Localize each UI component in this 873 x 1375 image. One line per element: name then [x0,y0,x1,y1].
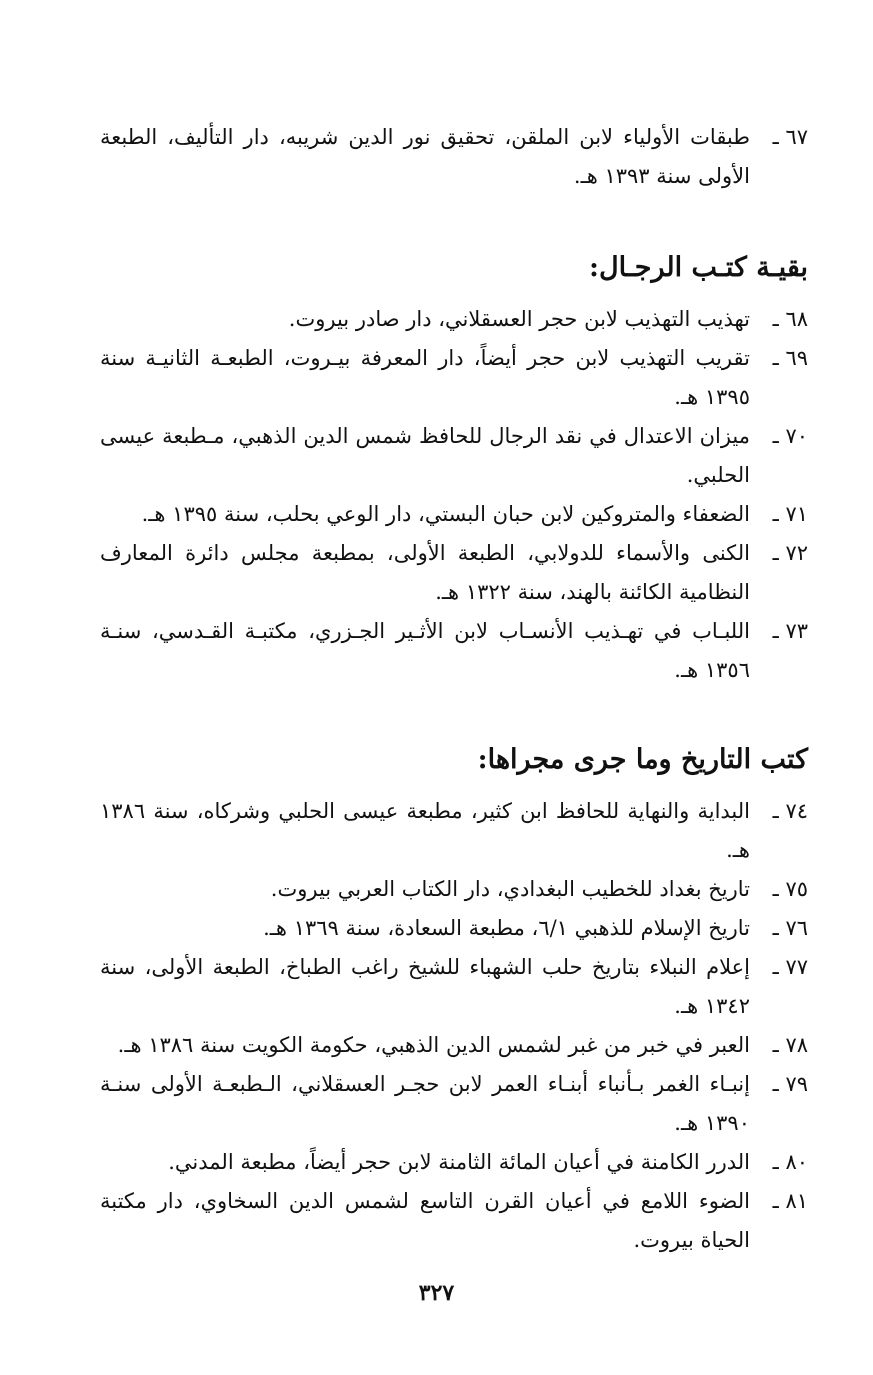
entry-number: ٧٠ ـ [772,424,808,448]
entry-number: ٧٣ ـ [772,619,808,643]
entry-text: الدرر الكامنة في أعيان المائة الثامنة لابن حجر أيضاً، مطبعة المدني. [168,1150,750,1174]
bib-entry-68 [100,300,808,339]
bib-entry-81 [100,1182,808,1260]
bib-entry-78 [100,1026,808,1065]
entry-number: ٧٩ ـ [772,1072,808,1096]
entry-text: تاريخ الإسلام للذهبي ٦/١، مطبعة السعادة، سنة ١٣٦٩ هـ. [263,916,750,940]
entry-number: ٧٨ ـ [772,1033,808,1057]
entry-number: ٧٢ ـ [772,541,808,565]
entry-text: طبقات الأولياء لابن الملقن، تحقيق نور الدين شريبه، دار التأليف، الطبعة الأولى سنة ١٣٩٣ هـ. [100,125,750,188]
entry-text: البداية والنهاية للحافظ ابن كثير، مطبعة عيسى الحلبي وشركاه، سنة ١٣٨٦ هـ. [100,799,750,862]
entry-text: تقريب التهذيب لابن حجر أيضاً، دار المعرفة بيـروت، الطبعـة الثانيـة سنة ١٣٩٥ هـ. [100,346,750,409]
entry-number: ٧٤ ـ [772,799,808,823]
entry-text: الضوء اللامع في أعيان القرن التاسع لشمس الدين السخاوي، دار مكتبة الحياة بيروت. [100,1189,750,1252]
entry-number: ٧١ ـ [772,502,808,526]
bib-entry-67 [100,118,808,196]
bib-entry-70 [100,417,808,495]
page-body [100,118,808,1260]
bib-entry-76 [100,909,808,948]
bib-entry-69 [100,339,808,417]
entry-number: ٨١ ـ [772,1189,808,1213]
bib-entry-75 [100,870,808,909]
section-heading-history: كتب التاريخ وما جرى مجراها: [477,744,808,775]
section-heading-rijal: بقيـة كتـب الرجـال: [589,252,808,283]
entry-number: ٧٦ ـ [772,916,808,940]
entry-text: تاريخ بغداد للخطيب البغدادي، دار الكتاب العربي بيروت. [270,877,750,901]
bib-entry-80 [100,1143,808,1182]
entry-number: ٦٨ ـ [772,307,808,331]
entry-number: ٦٧ ـ [772,125,808,149]
entry-text: إنبـاء الغمر بـأنباء أبنـاء العمر لابن حجـر العسقلاني، الـطبعـة الأولى سنـة ١٣٩٠ هـ. [100,1072,750,1135]
entry-text: العبر في خبر من غبر لشمس الدين الذهبي، حكومة الكويت سنة ١٣٨٦ هـ. [117,1033,750,1057]
entry-text: اللبـاب في تهـذيب الأنسـاب لابن الأثـير الجـزري، مكتبـة القـدسي، سنـة ١٣٥٦ هـ. [100,619,750,682]
entry-number: ٧٧ ـ [772,955,808,979]
entry-text: الضعفاء والمتروكين لابن حبان البستي، دار الوعي بحلب، سنة ١٣٩٥ هـ. [141,502,750,526]
bib-entry-79 [100,1065,808,1143]
entry-number: ٧٥ ـ [772,877,808,901]
bib-entry-73 [100,612,808,690]
entry-text: الكنى والأسماء للدولابي، الطبعة الأولى، بمطبعة مجلس دائرة المعارف النظامية الكائنة بالهند، سنة ١٣٢٢ هـ. [100,541,750,604]
entry-number: ٦٩ ـ [772,346,808,370]
entry-text: إعلام النبلاء بتاريخ حلب الشهباء للشيخ راغب الطباخ، الطبعة الأولى، سنة ١٣٤٢ هـ. [100,955,750,1018]
entry-text: ميزان الاعتدال في نقد الرجال للحافظ شمس الدين الذهبي، مـطبعة عيسى الحلبي. [100,424,750,487]
bib-entry-71 [100,495,808,534]
bib-entry-74 [100,792,808,870]
entry-text: تهذيب التهذيب لابن حجر العسقلاني، دار صادر بيروت. [288,307,750,331]
page-number: ٣٢٧ [418,1280,455,1306]
bib-entry-77 [100,948,808,1026]
entry-number: ٨٠ ـ [772,1150,808,1174]
bib-entry-72 [100,534,808,612]
